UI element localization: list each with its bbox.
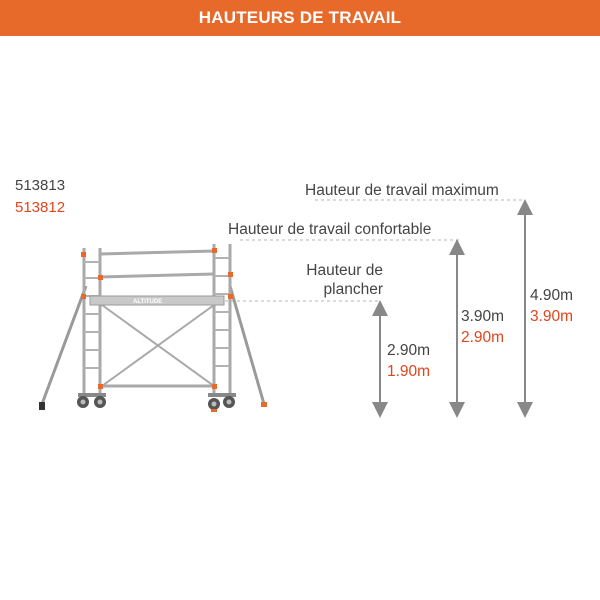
scaffold-illustration — [39, 244, 267, 412]
comfortable-height-alt-value: 2.90m — [461, 329, 505, 346]
max-height-label: Hauteur de travail maximum — [305, 182, 499, 199]
max-height-values — [530, 285, 573, 327]
floor-height-values — [387, 340, 430, 382]
comfortable-height-values — [461, 306, 504, 348]
reference-primary: 513813 — [15, 177, 66, 194]
scaffold-brand-label: ALTITUDE — [133, 299, 163, 305]
floor-height-value: 2.90m — [387, 342, 431, 359]
floor-height-label-line2: plancher — [323, 281, 383, 298]
floor-height-alt-value: 1.90m — [387, 363, 431, 380]
floor-height-label — [260, 261, 383, 299]
comfortable-height-value: 3.90m — [461, 308, 505, 325]
max-height-alt-value: 3.90m — [530, 308, 574, 325]
comfortable-height-label: Hauteur de travail confortable — [228, 221, 432, 238]
max-height-value: 4.90m — [530, 287, 574, 304]
floor-height-label-line1: Hauteur de — [306, 262, 383, 279]
reference-secondary: 513812 — [15, 199, 66, 216]
caster-wheels — [77, 393, 236, 412]
page-title: HAUTEURS DE TRAVAIL — [198, 8, 402, 27]
